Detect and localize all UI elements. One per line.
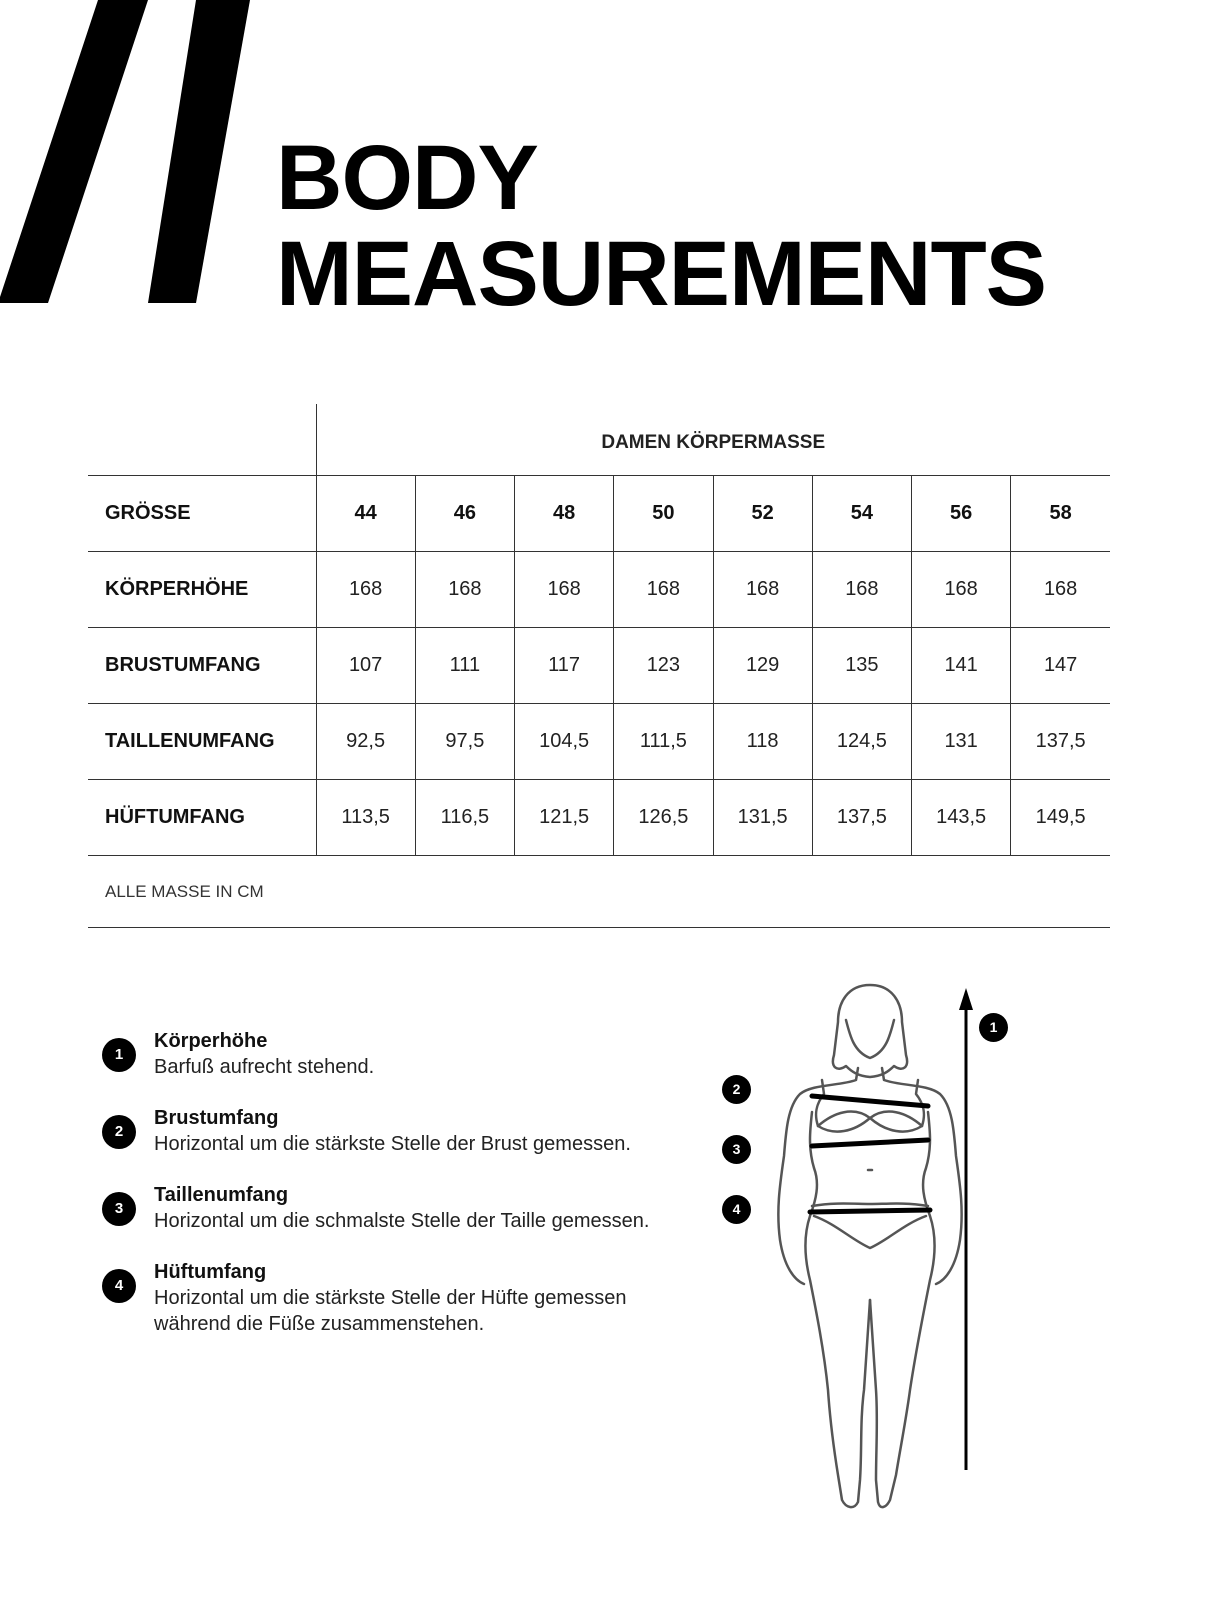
cell: 168 (316, 552, 415, 628)
row-label: BRUSTUMFANG (88, 628, 316, 704)
cell: 168 (812, 552, 911, 628)
hip-band (810, 1210, 930, 1212)
cell: 117 (515, 628, 614, 704)
stripe-right (148, 0, 250, 303)
cell: 123 (614, 628, 713, 704)
row-label: KÖRPERHÖHE (88, 552, 316, 628)
legend-item-hip (102, 1259, 702, 1337)
number-badge: 1 (102, 1038, 136, 1072)
row-label: GRÖSSE (88, 476, 316, 552)
cell: 52 (713, 476, 812, 552)
marker-hip: 4 (722, 1195, 751, 1224)
table-caption: DAMEN KÖRPERMASSE (316, 404, 1110, 476)
legend-title: Taillenumfang (154, 1184, 289, 1206)
legend-item-bust (102, 1105, 702, 1157)
cell: 126,5 (614, 780, 713, 856)
cell: 168 (415, 552, 514, 628)
title-line-2: MEASUREMENTS (276, 223, 1047, 325)
row-label: HÜFTUMFANG (88, 780, 316, 856)
cell: 104,5 (515, 704, 614, 780)
cell: 92,5 (316, 704, 415, 780)
size-chart-table (88, 404, 1110, 928)
cell: 131,5 (713, 780, 812, 856)
page-title (276, 127, 1047, 325)
cell: 118 (713, 704, 812, 780)
table-row (88, 628, 1110, 704)
cell: 149,5 (1011, 780, 1110, 856)
legend-description: Horizontal um die schmalste Stelle der Taille gemessen. (154, 1210, 650, 1232)
table-caption-row (88, 404, 1110, 476)
cell: 46 (415, 476, 514, 552)
table-row (88, 780, 1110, 856)
marker-waist: 3 (722, 1135, 751, 1164)
marker-bust: 2 (722, 1075, 751, 1104)
cell: 56 (912, 476, 1011, 552)
number-badge: 3 (102, 1192, 136, 1226)
cell: 141 (912, 628, 1011, 704)
table-row (88, 476, 1110, 552)
cell: 121,5 (515, 780, 614, 856)
cell: 97,5 (415, 704, 514, 780)
cell: 143,5 (912, 780, 1011, 856)
legend-description: Horizontal um die stärkste Stelle der Brust gemessen. (154, 1133, 631, 1155)
number-badge: 2 (102, 1115, 136, 1149)
marker-height: 1 (979, 1013, 1008, 1042)
cell: 44 (316, 476, 415, 552)
legend-description-line-2: während die Füße zusammenstehen. (154, 1313, 485, 1335)
units-note: ALLE MASSE IN CM (88, 856, 1110, 928)
decorative-stripes (0, 0, 260, 310)
cell: 50 (614, 476, 713, 552)
cell: 124,5 (812, 704, 911, 780)
cell: 107 (316, 628, 415, 704)
stripe-left (0, 0, 148, 303)
bust-band (812, 1096, 928, 1106)
cell: 137,5 (812, 780, 911, 856)
table-row (88, 704, 1110, 780)
number-badge: 4 (102, 1269, 136, 1303)
legend-description: Horizontal um die stärkste Stelle der Hüfte gemessen (154, 1287, 627, 1309)
cell: 168 (713, 552, 812, 628)
table-row (88, 552, 1110, 628)
table-note-row (88, 856, 1110, 928)
measurement-legend (102, 1028, 702, 1362)
cell: 54 (812, 476, 911, 552)
cell: 116,5 (415, 780, 514, 856)
cell: 58 (1011, 476, 1110, 552)
cell: 131 (912, 704, 1011, 780)
legend-title: Körperhöhe (154, 1030, 268, 1052)
waist-band (812, 1140, 928, 1146)
cell: 168 (1011, 552, 1110, 628)
cell: 168 (515, 552, 614, 628)
cell: 113,5 (316, 780, 415, 856)
legend-title: Brustumfang (154, 1107, 279, 1129)
cell: 111 (415, 628, 514, 704)
title-line-1: BODY (276, 127, 538, 229)
legend-description: Barfuß aufrecht stehend. (154, 1056, 375, 1078)
cell: 129 (713, 628, 812, 704)
cell: 137,5 (1011, 704, 1110, 780)
body-silhouette-icon (730, 980, 1050, 1520)
cell: 168 (614, 552, 713, 628)
cell: 48 (515, 476, 614, 552)
legend-title: Hüftumfang (154, 1261, 267, 1283)
cell: 135 (812, 628, 911, 704)
body-figure (730, 980, 1050, 1520)
cell: 168 (912, 552, 1011, 628)
cell: 147 (1011, 628, 1110, 704)
cell: 111,5 (614, 704, 713, 780)
row-label: TAILLENUMFANG (88, 704, 316, 780)
legend-item-waist (102, 1182, 702, 1234)
legend-item-height (102, 1028, 702, 1080)
